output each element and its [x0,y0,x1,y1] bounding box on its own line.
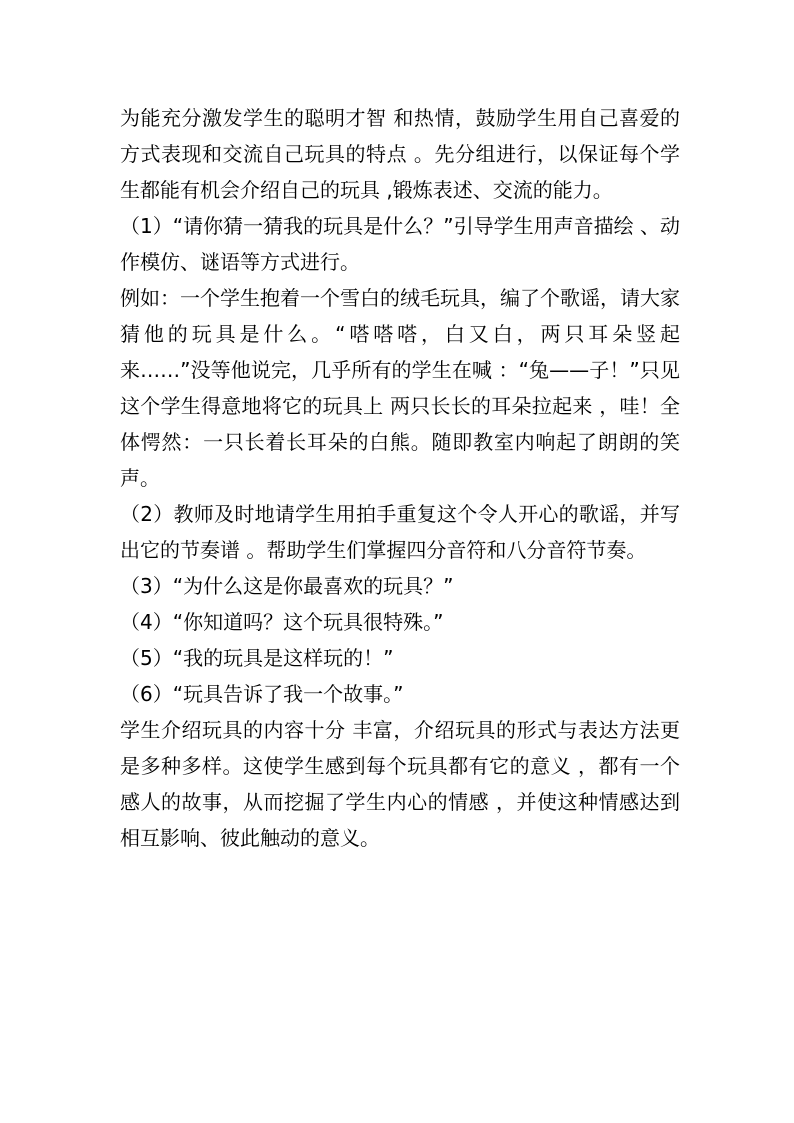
paragraph-item-4: （4）“你知道吗？这个玩具很特殊。” [120,610,444,634]
paragraph-item-5: （5）“我的玩具是这样玩的！” [120,646,394,670]
paragraph-item-2: （2）教师及时地请学生用拍手重复这个令人开心的歌谣，并写出它的节奏谱 。帮助学生们掌握四分音符和八分音符节奏。 [120,502,680,562]
paragraph-item-6: （6）“玩具告诉了我一个故事。” [120,682,404,706]
document-body [120,100,680,856]
paragraph-item-3: （3）“为什么这是你最喜欢的玩具？” [120,574,454,598]
paragraph-intro: 为能充分激发学生的聪明才智 和热情，鼓励学生用自己喜爱的方式表现和交流自己玩具的特点 。先分组进行，以保证每个学生都能有机会介绍自己的玩具 ,锻炼表述、交流的能力。 [120,106,680,202]
paragraph-example: 例如：一个学生抱着一个雪白的绒毛玩具，编了个歌谣，请大家猜他的玩具是什么。“嗒嗒嗒，白又白，两只耳朵竖起来……”没等他说完，几乎所有的学生在喊 ：“兔——子！”只见这个学生得意地将它的玩具上 两只长长的耳朵拉起来 ，哇！全体愕然：一只长着长耳朵的白熊。随即教室内响起了朗朗的笑声。 [120,286,680,490]
paragraph-conclusion: 学生介绍玩具的内容十分 丰富，介绍玩具的形式与表达方法更是多种多样。这使学生感到每个玩具都有它的意义 ，都有一个感人的故事，从而挖掘了学生内心的情感 ，并使这种情感达到相互影响、彼此触动的意义。 [120,718,680,850]
paragraph-item-1: （1）“请你猜一猜我的玩具是什么？”引导学生用声音描绘 、动作模仿、谜语等方式进行。 [120,214,680,274]
